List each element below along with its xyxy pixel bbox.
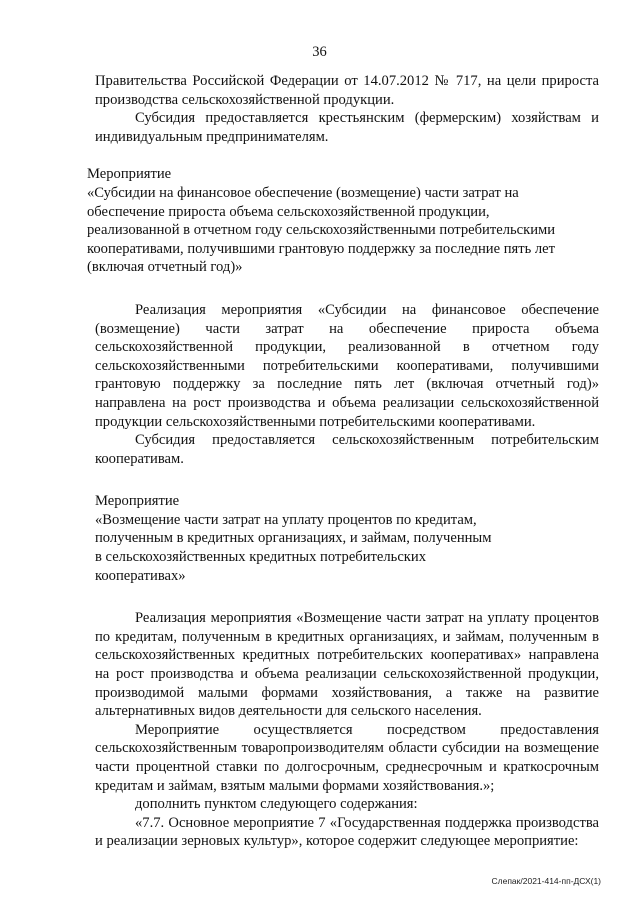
paragraph: Реализация мероприятия «Возмещение части затрат на уплату процентов по кредитам, полученным в кредитных организациях, и займам, полученным в сельскохозяйственных кредитных потребительских кооперативах» направлена на рост производства и объема реализации сельскохозяйственной продукции, производимой малыми формами хозяйствования, а также на развитие альтернативных видов деятельности для сельского населения. bbox=[95, 610, 599, 720]
heading-line: «Субсидии на финансовое обеспечение (возмещение) части затрат на bbox=[87, 184, 519, 201]
document-code: Слепак/2021-414-пп-ДСХ(1) bbox=[491, 876, 601, 886]
section-heading bbox=[95, 492, 599, 585]
heading-title: Мероприятие bbox=[95, 493, 180, 510]
heading-line: реализованной в отчетном году сельскохозяйственными потребительскими bbox=[87, 222, 556, 239]
page-number: 36 bbox=[312, 44, 327, 60]
heading-title: Мероприятие bbox=[87, 166, 172, 183]
heading-line: кооперативах» bbox=[95, 567, 186, 584]
paragraph: «7.7. Основное мероприятие 7 «Государственная поддержка производства и реализации зерновых культур», которое содержит следующее мероприятие: bbox=[95, 814, 599, 850]
heading-line: кооперативами, получившими грантовую поддержку за последние пять лет bbox=[87, 240, 556, 257]
paragraph: дополнить пунктом следующего содержания: bbox=[135, 796, 418, 813]
paragraph: Реализация мероприятия «Субсидии на финансовое обеспечение (возмещение) части затрат на обеспечение прироста объема сельскохозяйственной продукции, реализованной в отчетном году сельскохозяйственными потребительскими кооперативами, получившими грантовую поддержку за последние пять лет (включая отчетный год)» направлена на рост производства и объема реализации сельскохозяйственной продукции сельскохозяйственными потребительскими кооперативами. bbox=[95, 301, 599, 430]
heading-line: (включая отчетный год)» bbox=[87, 259, 243, 276]
document-body bbox=[87, 72, 599, 851]
heading-line: обеспечение прироста объема сельскохозяйственной продукции, bbox=[87, 203, 490, 220]
paragraph: Правительства Российской Федерации от 14.07.2012 № 717, на цели прироста производства сельскохозяйственной продукции. bbox=[95, 73, 599, 108]
paragraph: Субсидия предоставляется крестьянским (фермерским) хозяйствам и индивидуальным предпринимателям. bbox=[95, 110, 599, 145]
heading-line: «Возмещение части затрат на уплату процентов по кредитам, bbox=[95, 511, 477, 528]
paragraph: Мероприятие осуществляется посредством предоставления сельскохозяйственным товаропроизводителям области субсидии на возмещение части процентной ставки по долгосрочным, среднесрочным и краткосрочным кредитам и займам, взятым малыми формами хозяйствования.»; bbox=[95, 721, 599, 794]
paragraph: Субсидия предоставляется сельскохозяйственным потребительским кооперативам. bbox=[95, 432, 599, 467]
heading-line: полученным в кредитных организациях, и займам, полученным bbox=[95, 530, 492, 547]
heading-line: в сельскохозяйственных кредитных потребительских bbox=[95, 549, 426, 566]
section-heading bbox=[87, 165, 607, 277]
